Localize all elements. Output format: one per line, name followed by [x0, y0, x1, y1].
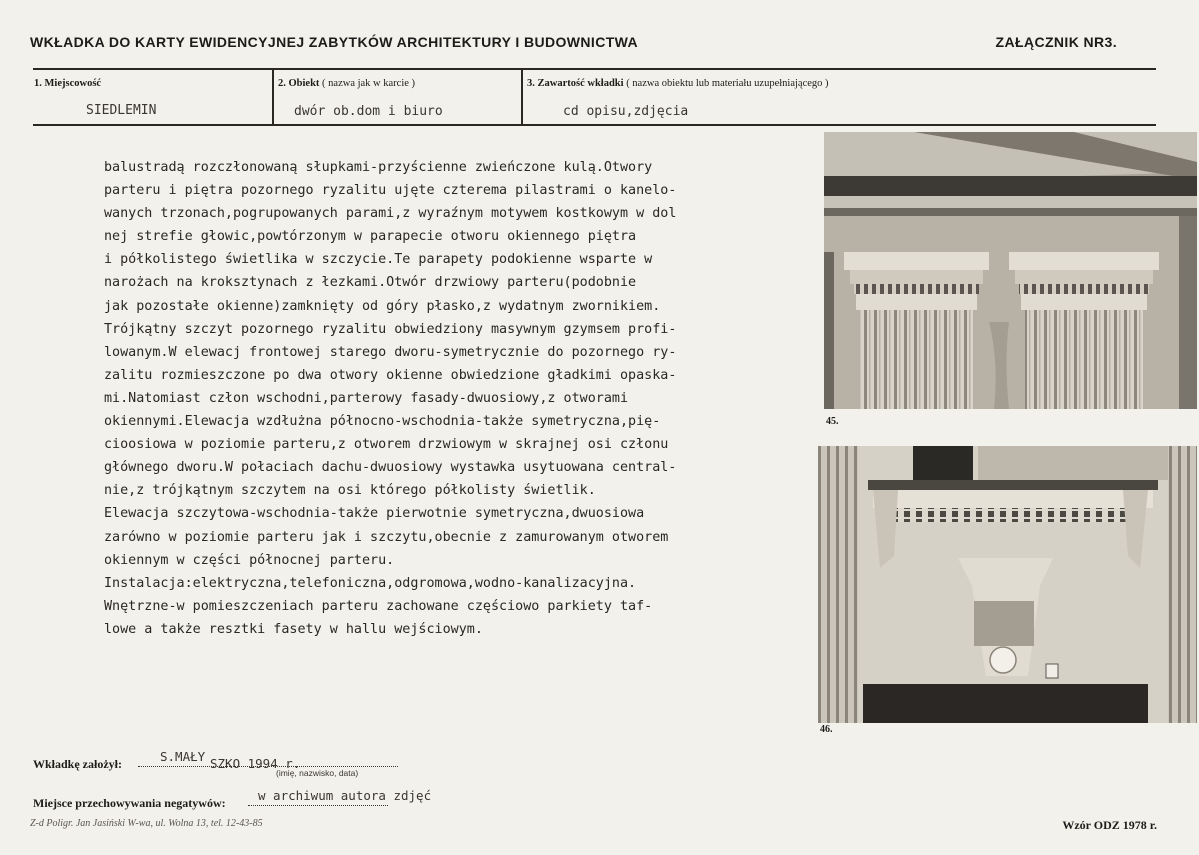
description-line: parteru i piętra pozornego ryzalitu ujęte czterema pilastrami o kanelo- [104, 183, 677, 199]
field-divider-1 [272, 68, 274, 125]
annex-number: ZAŁĄCZNIK NR3. [995, 34, 1117, 50]
created-by-label: Wkładkę założył: [33, 757, 122, 771]
content-value: cd opisu,zdjęcia [563, 104, 689, 119]
content-label: 3. Zawartość wkładki ( nazwa obiektu lub materiału uzupełniającego ) [527, 78, 829, 89]
description-line: balustradą rozczłonowaną słupkami-przyścienne zwieńczone kulą.Otwory [104, 160, 653, 175]
object-label: 2. Obiekt ( nazwa jak w karcie ) [278, 78, 416, 89]
header-rule-bottom [33, 124, 1156, 126]
negatives-location-value: w archiwum autora zdjęć [258, 788, 432, 803]
photo-number: 46. [820, 724, 833, 735]
header-title: WKŁADKA DO KARTY EWIDENCYJNEJ ZABYTKÓW ARCHITEKTURY I BUDOWNICTWA [30, 34, 639, 50]
description-line: jak pozostałe okienne)zamknięty od góry płasko,z wydatnym zwornikiem. [104, 298, 661, 314]
description-line: mi.Natomiast człon wschodni,parterowy fasady-dwuosiowy,z otworami [104, 390, 629, 406]
pilaster-capitals-photo [824, 132, 1197, 409]
description-line: lowanym.W elewacj frontowej starego dworu-symetrycznie do pozornego ry- [104, 344, 677, 360]
description-line: Elewacja szczytowa-wschodnia-także pierwotnie symetryczna,dwuosiowa [104, 506, 645, 522]
photo-number: 45. [826, 416, 839, 427]
description-line: nie,z trójkątnym szczytem na osi którego półkolisty świetlik. [104, 483, 596, 499]
description-line: lowe a także resztki fasety w hallu wejściowym. [104, 621, 483, 637]
description-line: zarówno w poziomie parteru jak i szczytu,obecnie z zamurowanym otworem [104, 529, 669, 545]
description-line: wanych trzonach,pogrupowanych parami,z wyraźnym motywem kostkowym w dol [104, 206, 677, 222]
content-label-note: ( nazwa obiektu lub materiału uzupełniającego ) [626, 78, 829, 89]
description-line: nej strefie głowic,powtórzonym w parapecie otworu okiennego piętra [104, 229, 637, 245]
locality-value: SIEDLEMIN [86, 103, 157, 118]
description-line: narożach na kroksztynach z łezkami.Otwór drzwiowy parteru(podobnie [104, 275, 637, 291]
negatives-location-label: Miejsce przechowywania negatywów: [33, 796, 226, 810]
created-by-hint: (imię, nazwisko, data) [276, 768, 359, 778]
description-line: Wnętrzne-w pomieszczeniach parteru zachowane częściowo parkiety taf- [104, 598, 653, 614]
negatives-dotted-line [248, 805, 388, 806]
description-line: głównego dworu.W połaciach dachu-dwuosiowy wystawka usytuowana central- [104, 460, 677, 476]
window-parapet-photo [818, 446, 1197, 723]
description-line: zalitu rozmieszczone po dwa otwory okienne obwiedzione gładkimi opaska- [104, 367, 677, 383]
header-rule-top [33, 68, 1156, 70]
locality-label: 1. Miejscowość [34, 78, 102, 89]
description-line: Instalacja:elektryczna,telefoniczna,odgromowa,wodno-kanalizacyjna. [104, 575, 637, 591]
description-line: okiennymi.Elewacja wzdłużna północno-wschodnia-także symetryczna,pię- [104, 414, 661, 430]
description-line: cioosiowa w poziomie parteru,z otworem drzwiowym w skrajnej osi członu [104, 437, 669, 453]
description-line: Trójkątny szczyt pozornego ryzalitu obwiedziony masywnym gzymsem profi- [104, 321, 677, 337]
object-label-note: ( nazwa jak w karcie ) [322, 78, 416, 89]
description-line: i półkolistego świetlika w szczycie.Te parapety podokienne wsparte w [104, 252, 653, 268]
printer-imprint: Z-d Poligr. Jan Jasiński W-wa, ul. Wolna 13, tel. 12-43-85 [30, 818, 263, 829]
form-pattern: Wzór ODZ 1978 r. [1062, 818, 1157, 832]
object-value: dwór ob.dom i biuro [294, 104, 443, 119]
created-by-name: S.MAŁY [160, 749, 206, 764]
field-divider-2 [521, 68, 523, 125]
created-by-org-date: SZKO 1994 r. [210, 756, 301, 771]
description-text [104, 156, 814, 641]
description-line: okiennym w części północnej parteru. [104, 552, 395, 568]
